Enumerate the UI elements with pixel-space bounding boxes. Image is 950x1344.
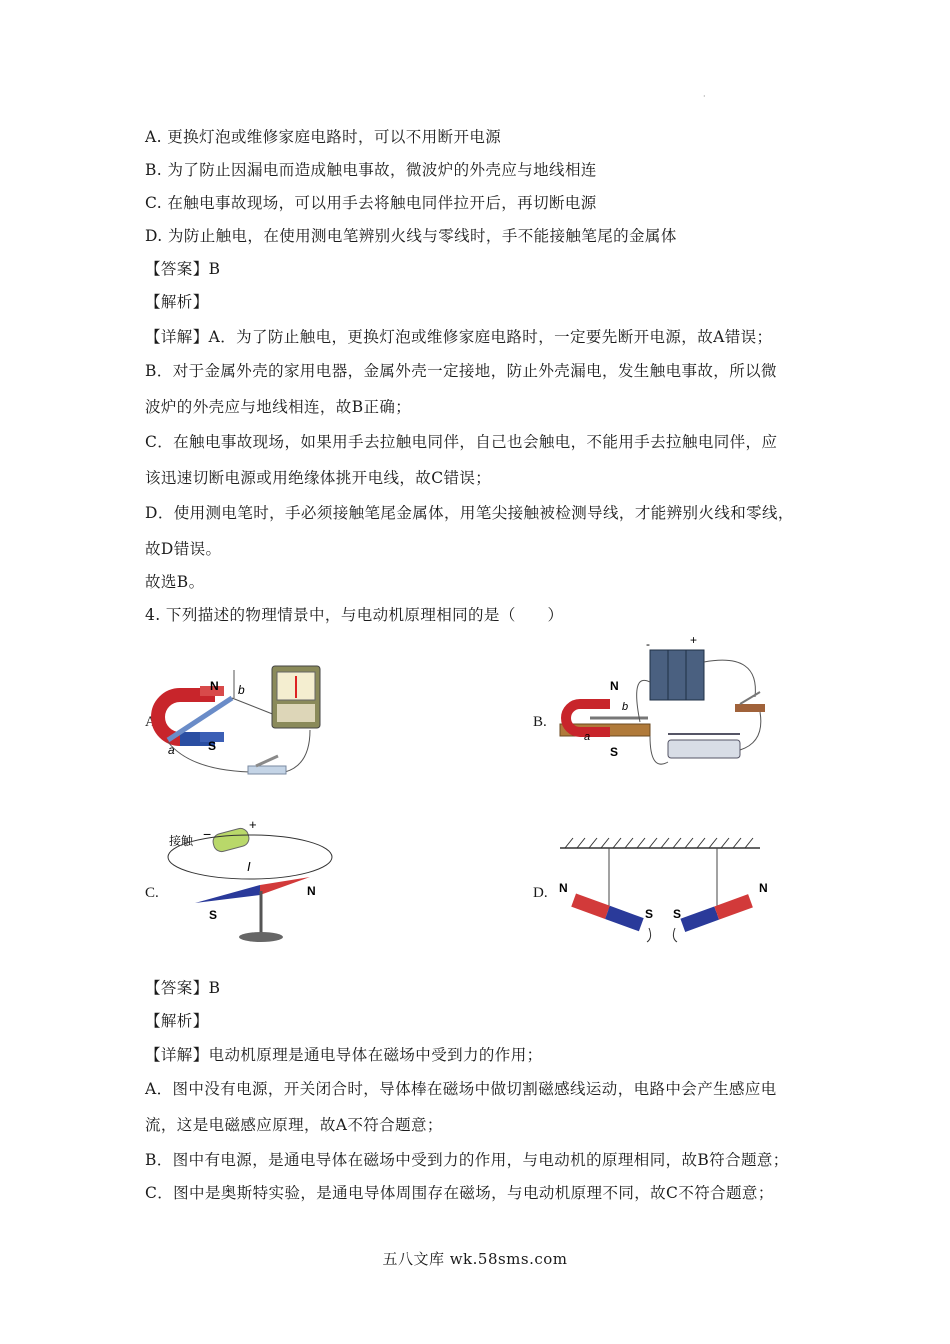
analysis-label-2: 【解析】 <box>145 1012 209 1030</box>
answer-label-2: 【答案】B <box>145 979 221 997</box>
battery-plus: + <box>690 633 698 647</box>
detail-a: 【详解】A．为了防止触电，更换灯泡或维修家庭电路时，一定要先断开电源，故A错误； <box>145 328 773 346</box>
wire-ab <box>232 698 275 715</box>
option-a: A. 更换灯泡或维修家庭电路时，可以不用断开电源 <box>145 128 502 146</box>
switch-base <box>248 766 286 774</box>
figure-b-diagram <box>550 632 780 787</box>
figure-a-label: A <box>145 714 156 730</box>
figure-b-label: B. <box>533 714 547 730</box>
label-s: S <box>208 739 217 753</box>
battery-cell-2 <box>668 650 686 700</box>
label-n: N <box>610 679 619 693</box>
detail-b: B．图中有电源，是通电导体在磁场中受到力的作用，与电动机的原理相同，故B符合题意； <box>145 1151 789 1169</box>
detail-a-2: 流，这是电磁感应原理，故A不符合题意； <box>145 1116 443 1134</box>
detail-c: C．图中是奥斯特实验，是通电导体周围存在磁场，与电动机原理不同，故C不符合题意； <box>145 1184 774 1202</box>
magnet-left-red <box>571 893 610 918</box>
option-c: C. 在触电事故现场，可以用手去将触电同伴拉开后，再切断电源 <box>145 194 597 212</box>
battery-plus: + <box>249 817 257 832</box>
battery <box>211 827 250 854</box>
magnet-right-red <box>714 894 753 919</box>
label-s-left: S <box>645 907 654 921</box>
label-s: S <box>209 908 218 922</box>
label-s: S <box>610 745 619 759</box>
header-mark: · <box>703 92 706 101</box>
wire-1 <box>637 680 650 722</box>
switch-lever <box>740 692 760 704</box>
switch-lever <box>256 756 278 766</box>
label-current: I <box>247 859 251 874</box>
stand-base <box>239 932 283 942</box>
detail-c-2: 该迅速切断电源或用绝缘体挑开电线，故C错误； <box>145 469 492 487</box>
footer-watermark: 五八文库 wk.58sms.com <box>382 1250 568 1268</box>
label-n: N <box>307 884 316 898</box>
galvanometer-panel <box>277 704 315 722</box>
magnet-right-blue <box>680 906 719 931</box>
label-a: a <box>584 731 591 743</box>
wire-4 <box>740 712 761 750</box>
answer-label: 【答案】B <box>145 260 221 278</box>
detail-d-1: D．使用测电笔时，手必须接触笔尾金属体，用笔尖接触被检测导线，才能辨别火线和零线， <box>145 504 794 522</box>
switch-base <box>735 704 765 712</box>
question-4: 4. 下列描述的物理情景中，与电动机原理相同的是（ ） <box>145 606 564 624</box>
battery-cell-3 <box>686 650 704 700</box>
wire-2 <box>704 660 755 697</box>
wire-3 <box>650 736 668 764</box>
detail-a-1: A．图中没有电源，开关闭合时，导体棒在磁场中做切割磁感线运动，电路中会产生感应电 <box>145 1080 777 1098</box>
battery-minus: − <box>203 826 212 842</box>
label-contact: 接触 <box>169 834 194 848</box>
figure-c-diagram <box>165 815 335 945</box>
label-a: a <box>168 743 175 757</box>
wire-switch-meter <box>285 730 310 772</box>
arrow-right <box>673 928 677 942</box>
option-d: D. 为防止触电，在使用测电笔辨别火线与零线时，手不能接触笔尾的金属体 <box>145 227 677 245</box>
detail-c-1: C．在触电事故现场，如果用手去拉触电同伴，自己也会触电，不能用手去拉触电同伴，应 <box>145 433 778 451</box>
magnet-left-blue <box>605 906 644 931</box>
label-s-right: S <box>673 907 682 921</box>
option-b: B. 为了防止因漏电而造成触电事故，微波炉的外壳应与地线相连 <box>145 161 597 179</box>
conclusion: 故选B。 <box>145 573 205 591</box>
detail-b-2: 波炉的外壳应与地线相连，故B正确； <box>145 398 412 416</box>
label-b: b <box>622 701 629 713</box>
label-n-left: N <box>559 881 568 895</box>
needle-blue <box>195 885 260 903</box>
label-n: N <box>210 679 219 693</box>
analysis-label: 【解析】 <box>145 293 209 311</box>
detail-b-1: B．对于金属外壳的家用电器，金属外壳一定接地，防止外壳漏电，发生触电事故，所以微 <box>145 362 777 380</box>
ceiling-hatch <box>565 838 753 848</box>
figure-a-diagram <box>160 660 350 780</box>
label-b: b <box>238 683 245 697</box>
figure-d-diagram <box>555 830 768 950</box>
arrow-left <box>647 928 651 942</box>
detail-intro: 【详解】电动机原理是通电导体在磁场中受到力的作用； <box>145 1046 543 1064</box>
battery-cell-1 <box>650 650 668 700</box>
detail-d-2: 故D错误。 <box>145 540 222 558</box>
battery-minus: - <box>646 637 650 651</box>
figure-c-label: C. <box>145 885 159 901</box>
rheostat-coil <box>668 740 740 758</box>
figure-d-label: D. <box>533 885 548 901</box>
label-n-right: N <box>759 881 768 895</box>
needle-red <box>260 877 310 895</box>
